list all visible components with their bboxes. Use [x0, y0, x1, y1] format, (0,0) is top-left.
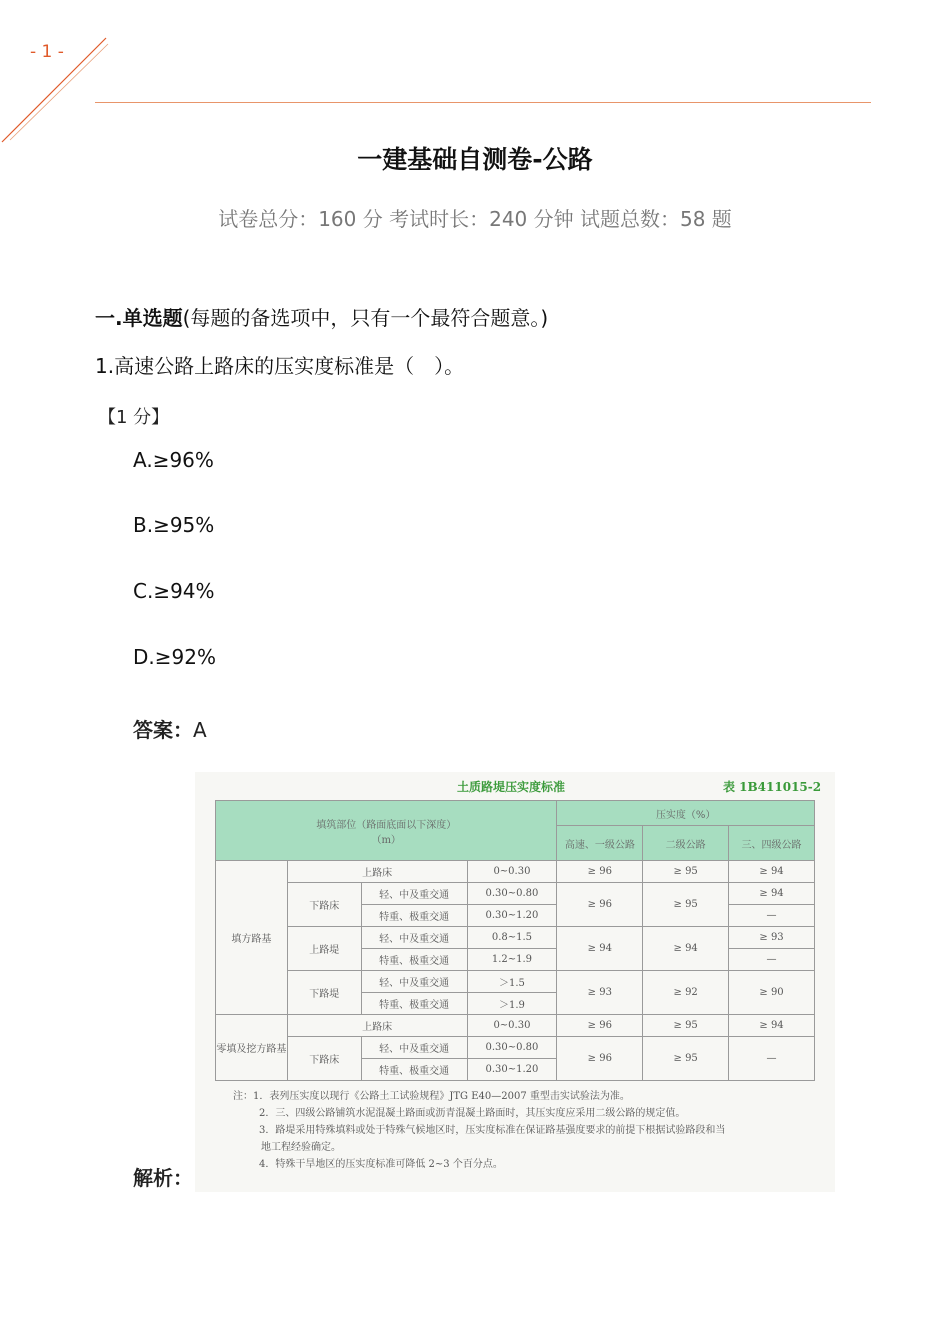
table-row: 特重、极重交通 ＞1.9 [216, 993, 815, 1015]
compaction-table [215, 800, 815, 1081]
table-row: 零填及挖方路基 上路床 0~0.30 ≥ 96 ≥ 95 ≥ 94 [216, 1015, 815, 1037]
table-row: 上路堤 轻、中及重交通 0.8~1.5 ≥ 94 ≥ 94 ≥ 93 [216, 927, 815, 949]
header-rule [95, 102, 871, 103]
section-label: 一.单选题 [95, 306, 183, 330]
analysis-label: 解析： [133, 1166, 193, 1190]
header-second-class: 二级公路 [643, 826, 729, 861]
answer-label: 答案： [133, 718, 193, 742]
table-row: 特重、极重交通 0.30~1.20 [216, 1059, 815, 1081]
note-2: 2．三、四级公路铺筑水泥混凝土路面或沥青混凝土路面时，其压实度应采用二级公路的规定值。 [259, 1108, 686, 1119]
header-position: 填筑部位（路面底面以下深度） （m） [216, 801, 557, 861]
answer-value: A [193, 718, 207, 742]
answer [133, 714, 207, 743]
note-4: 4．特殊干旱地区的压实度标准可降低 2~3 个百分点。 [259, 1159, 503, 1170]
section-hint: (每题的备选项中，只有一个最符合题意。) [182, 306, 549, 330]
header-compaction: 压实度（%） [557, 801, 815, 826]
table-row: 下路堤 轻、中及重交通 ＞1.5 ≥ 93 ≥ 92 ≥ 90 [216, 971, 815, 993]
table-notes [233, 1088, 823, 1173]
question-score: 【1 分】 [98, 407, 170, 428]
page-number: - 1 - [30, 42, 64, 62]
table-row: 下路床 轻、中及重交通 0.30~0.80 ≥ 96 ≥ 95 — [216, 1037, 815, 1059]
note-3-cont: 地工程经验确定。 [261, 1142, 341, 1153]
table-row: 特重、极重交通 1.2~1.9 — [216, 949, 815, 971]
table-row: 下路床 轻、中及重交通 0.30~0.80 ≥ 96 ≥ 95 ≥ 94 [216, 883, 815, 905]
corner-decoration [0, 30, 120, 150]
option-d: D.≥92% [133, 645, 216, 669]
page-title: 一建基础自测卷-公路 [357, 145, 593, 174]
option-b: B.≥95% [133, 513, 215, 537]
figure-title: 土质路堤压实度标准 [457, 780, 566, 794]
note-1: 注：1．表列压实度以现行《公路土工试验规程》JTG E40—2007 重型击实试验法为准。 [233, 1091, 630, 1102]
note-3: 3．路堤采用特殊填料或处于特殊气候地区时，压实度标准在保证路基强度要求的前提下根据试验路段和当 [259, 1125, 726, 1136]
option-c: C.≥94% [133, 579, 215, 603]
question-text: 1.高速公路上路床的压实度标准是（ ）。 [95, 354, 465, 378]
standard-table-figure [195, 772, 835, 1192]
figure-code: 表 1B411015-2 [723, 780, 822, 794]
header-third-class: 三、四级公路 [729, 826, 815, 861]
table-row: 填方路基 上路床 0~0.30 ≥ 96 ≥ 95 ≥ 94 [216, 861, 815, 883]
exam-meta: 试卷总分：160 分 考试时长：240 分钟 试题总数：58 题 [218, 207, 732, 231]
section-heading [95, 302, 548, 331]
table-row: 特重、极重交通 0.30~1.20 — [216, 905, 815, 927]
option-a: A.≥96% [133, 448, 214, 472]
header-highway: 高速、一级公路 [557, 826, 643, 861]
